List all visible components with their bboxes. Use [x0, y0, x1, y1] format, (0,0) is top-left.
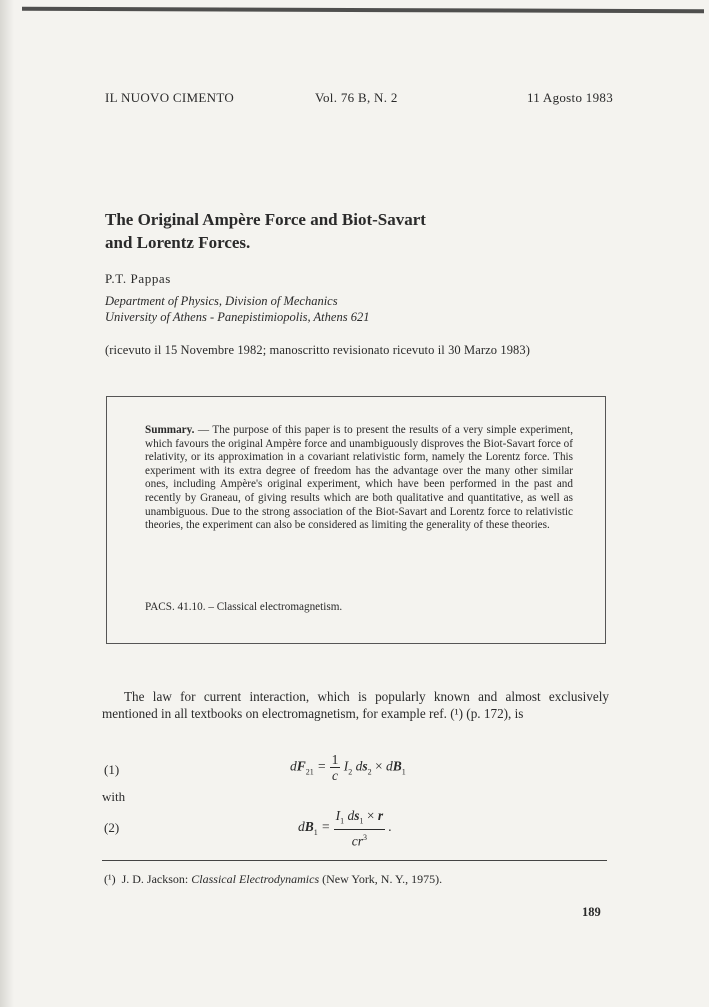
equation-2-fraction: $\frac{I_1 ds_1 \times r}{cr^3}$ [335, 808, 384, 849]
page-left-shadow [0, 0, 14, 1007]
affiliation-line-1: Department of Physics, Division of Mechanics [105, 294, 338, 308]
author-name: P.T. Pappas [105, 271, 171, 286]
paper-title-line-1: The Original Ampère Force and Biot-Savart [105, 210, 426, 229]
affiliation-line-2: University of Athens - Panepistimiopolis, Athens 621 [105, 310, 370, 324]
received-dates: (ricevuto il 15 Novembre 1982; manoscritto revisionato ricevuto il 30 Marzo 1983) [105, 343, 531, 357]
footnote-rule [102, 860, 607, 861]
body-paragraph: The law for current interaction, which is popularly known and almost exclusively mentioned in all textbooks on electromagnetism, for example ref. (¹) (p. 172), is [102, 689, 609, 721]
paper-title [105, 208, 565, 254]
equation-1-fraction: $\frac{1}{c}$ [331, 752, 339, 783]
journal-name: IL NUOVO CIMENTO [105, 90, 235, 105]
equation-2: $dB_1$ = $\frac{I_1 ds_1 \times r}{cr^3}$ . [298, 808, 392, 849]
footnote-marker: (¹) [104, 872, 116, 886]
footnote-publisher: (New York, N. Y., 1975). [322, 872, 443, 886]
summary-body: — The purpose of this paper is to present the results of a very simple experiment, which favours the original Ampère force and unambiguously disproves the Biot-Savart force of relativity, or its approximation in a covariant relativistic form, namely the Lorentz force. This experiment with its extra degree of freedom has the advantage over the many other similar ones, including Ampère's original experiment, which have been performed in the past and recently by Graneau, of giving results which are both qualitative and quantitative, as well as unambiguous. Due to the strong association of the Biot-Savart and Lorentz force to relativistic theories, the experiment can also be considered as limiting the generality of these theories. [145, 424, 573, 532]
footnote-author: J. D. Jackson: [121, 872, 189, 886]
page-number: 189 [582, 905, 601, 919]
equation-2-number: (2) [104, 820, 120, 835]
issue-date: 11 Agosto 1983 [526, 90, 613, 105]
volume-number: Vol. 76 B, N. 2 [315, 90, 398, 105]
equation-1-number: (1) [104, 762, 120, 777]
pacs-code: PACS. 41.10. – Classical electromagnetism. [145, 601, 343, 613]
page-top-edge [22, 7, 704, 13]
footnote [104, 872, 442, 887]
summary-box [106, 396, 606, 644]
equation-1: $dF_{21}$ = $\frac{1}{c}$ $I_2$ $ds_2 \times dB_1$ [290, 752, 406, 783]
footnote-book: Classical Electrodynamics [191, 872, 320, 886]
affiliation [105, 293, 369, 325]
summary-text [145, 424, 573, 533]
paper-title-line-2: and Lorentz Forces. [105, 233, 251, 252]
summary-lead: Summary. [145, 424, 195, 436]
with-text: with [102, 789, 126, 804]
